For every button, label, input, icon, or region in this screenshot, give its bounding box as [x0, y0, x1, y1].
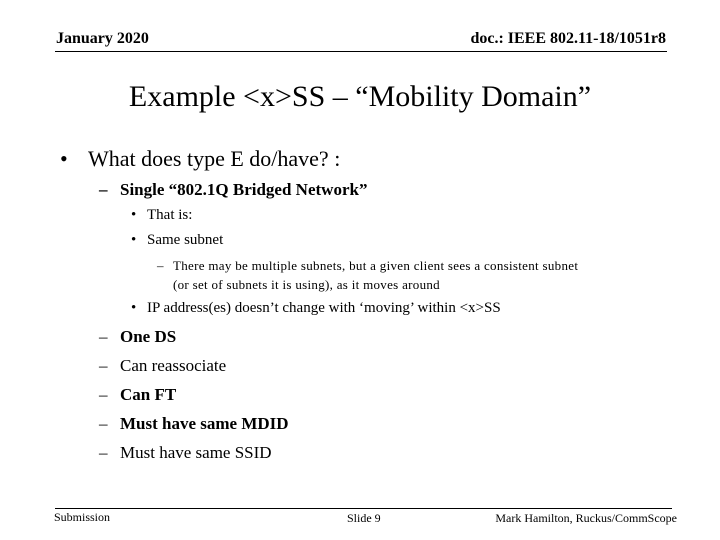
list-item-marker: • — [131, 300, 137, 316]
dash-text: Must have same MDID — [120, 414, 289, 433]
dash-marker: – — [99, 414, 108, 433]
footer-author: Mark Hamilton, Ruckus/CommScope — [495, 511, 677, 525]
dash-text: Can reassociate — [120, 356, 227, 375]
dash-marker: – — [99, 327, 108, 346]
note-marker: – — [157, 258, 164, 273]
list-item-marker: • — [131, 232, 137, 248]
dash-marker: – — [99, 443, 108, 462]
dash-marker: – — [99, 356, 108, 375]
dash-text: One DS — [120, 327, 177, 346]
dash-text: Can FT — [120, 385, 177, 404]
bullet-text: What does type E do/have? : — [88, 146, 341, 171]
note-line-2: (or set of subnets it is using), as it moves around — [173, 277, 440, 292]
list-item-marker: • — [131, 207, 137, 223]
bullet-marker: • — [60, 146, 68, 171]
header-doc-id: doc.: IEEE 802.11-18/1051r8 — [470, 30, 666, 47]
footer-divider — [55, 508, 672, 509]
dash-marker: – — [99, 385, 108, 404]
slide-title: Example <x>SS – “Mobility Domain” — [128, 80, 592, 113]
header-date: January 2020 — [56, 30, 149, 47]
header-divider — [55, 51, 667, 52]
list-item-text: Same subnet — [147, 232, 224, 248]
footer-slide-number: Slide 9 — [347, 511, 381, 525]
note-line-1: There may be multiple subnets, but a given client sees a consistent subnet — [173, 258, 579, 273]
dash-text: Must have same SSID — [120, 443, 272, 462]
sub-text: Single “802.1Q Bridged Network” — [120, 180, 368, 199]
list-item-text: IP address(es) doesn’t change with ‘moving’ within <x>SS — [147, 300, 501, 316]
list-item-text: That is: — [147, 207, 193, 223]
sub-marker: – — [99, 180, 108, 199]
footer-submission: Submission — [54, 510, 111, 524]
